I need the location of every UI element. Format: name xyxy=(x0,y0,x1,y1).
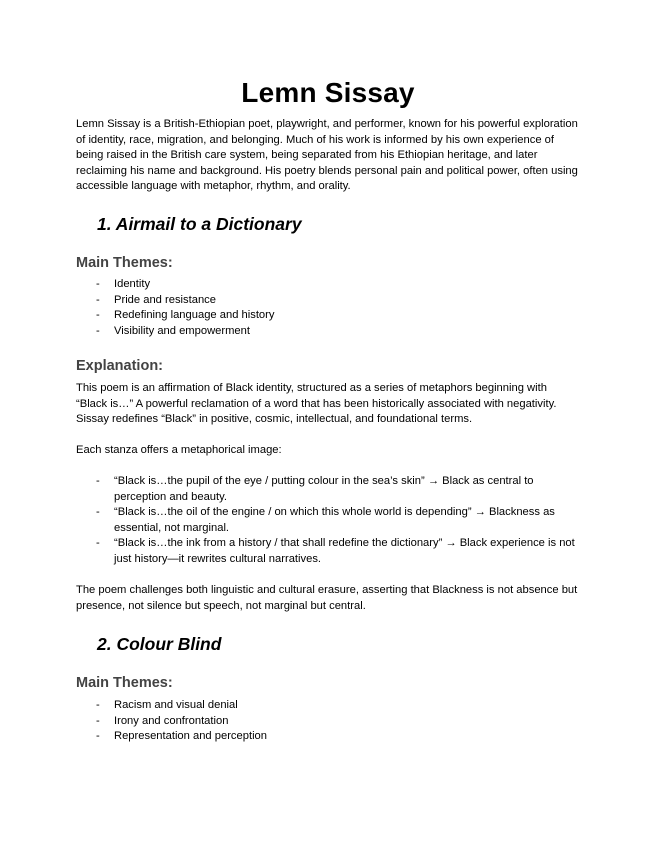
list-item: - Racism and visual denial xyxy=(96,699,238,711)
section-1-explanation-heading: Explanation: xyxy=(76,358,164,374)
section-1-themes-list xyxy=(76,277,580,339)
section-2-themes-list xyxy=(76,698,580,745)
list-item: - “Black is…the ink from a history / that shall redefine the dictionary” → Black experience is not just history—it rewrites cultural narratives. xyxy=(96,537,575,565)
metaphor-images-list xyxy=(76,474,580,568)
list-item: - “Black is…the oil of the engine / on which this whole world is depending” → Blackness as essential, not marginal. xyxy=(96,506,555,534)
section-1-conclusion: The poem challenges both linguistic and cultural erasure, asserting that Blackness is not absence but presence, not silence but speech, not marginal but central. xyxy=(76,584,578,612)
page-title: Lemn Sissay xyxy=(241,77,415,108)
intro-paragraph: Lemn Sissay is a British-Ethiopian poet, playwright, and performer, known for his powerful exploration of identity, race, migration, and belonging. Much of his work is informed by his own experience of being raised in the British care system, being separated from his Ethiopian heritage, and later reclaiming his name and background. His poetry blends personal pain and political power, often using accessible language with metaphor, rhythm, and orality. xyxy=(76,118,578,193)
section-1-explanation: This poem is an affirmation of Black identity, structured as a series of metaphors beginning with “Black is…” A powerful reclamation of a word that has been historically associated with negativity. Sissay redefines “Black” in positive, cosmic, intellectual, and foundational terms. xyxy=(76,382,557,426)
section-2-themes-heading: Main Themes: xyxy=(76,675,173,691)
list-item: - “Black is…the pupil of the eye / putting colour in the sea’s skin” → Black as central to perception and beauty. xyxy=(96,475,534,503)
section-2-heading: 2. Colour Blind xyxy=(97,634,222,654)
list-item: - Representation and perception xyxy=(96,730,268,743)
section-1-heading: 1. Airmail to a Dictionary xyxy=(97,214,302,234)
section-1-themes-heading: Main Themes: xyxy=(76,255,173,271)
list-item: - Irony and confrontation xyxy=(96,714,229,727)
list-item: - Redefining language and history xyxy=(96,309,275,322)
stanza-intro: Each stanza offers a metaphorical image: xyxy=(76,444,282,456)
list-item: - Pride and resistance xyxy=(96,293,216,306)
list-item: - Identity xyxy=(96,278,151,290)
list-item: - Visibility and empowerment xyxy=(96,324,250,337)
